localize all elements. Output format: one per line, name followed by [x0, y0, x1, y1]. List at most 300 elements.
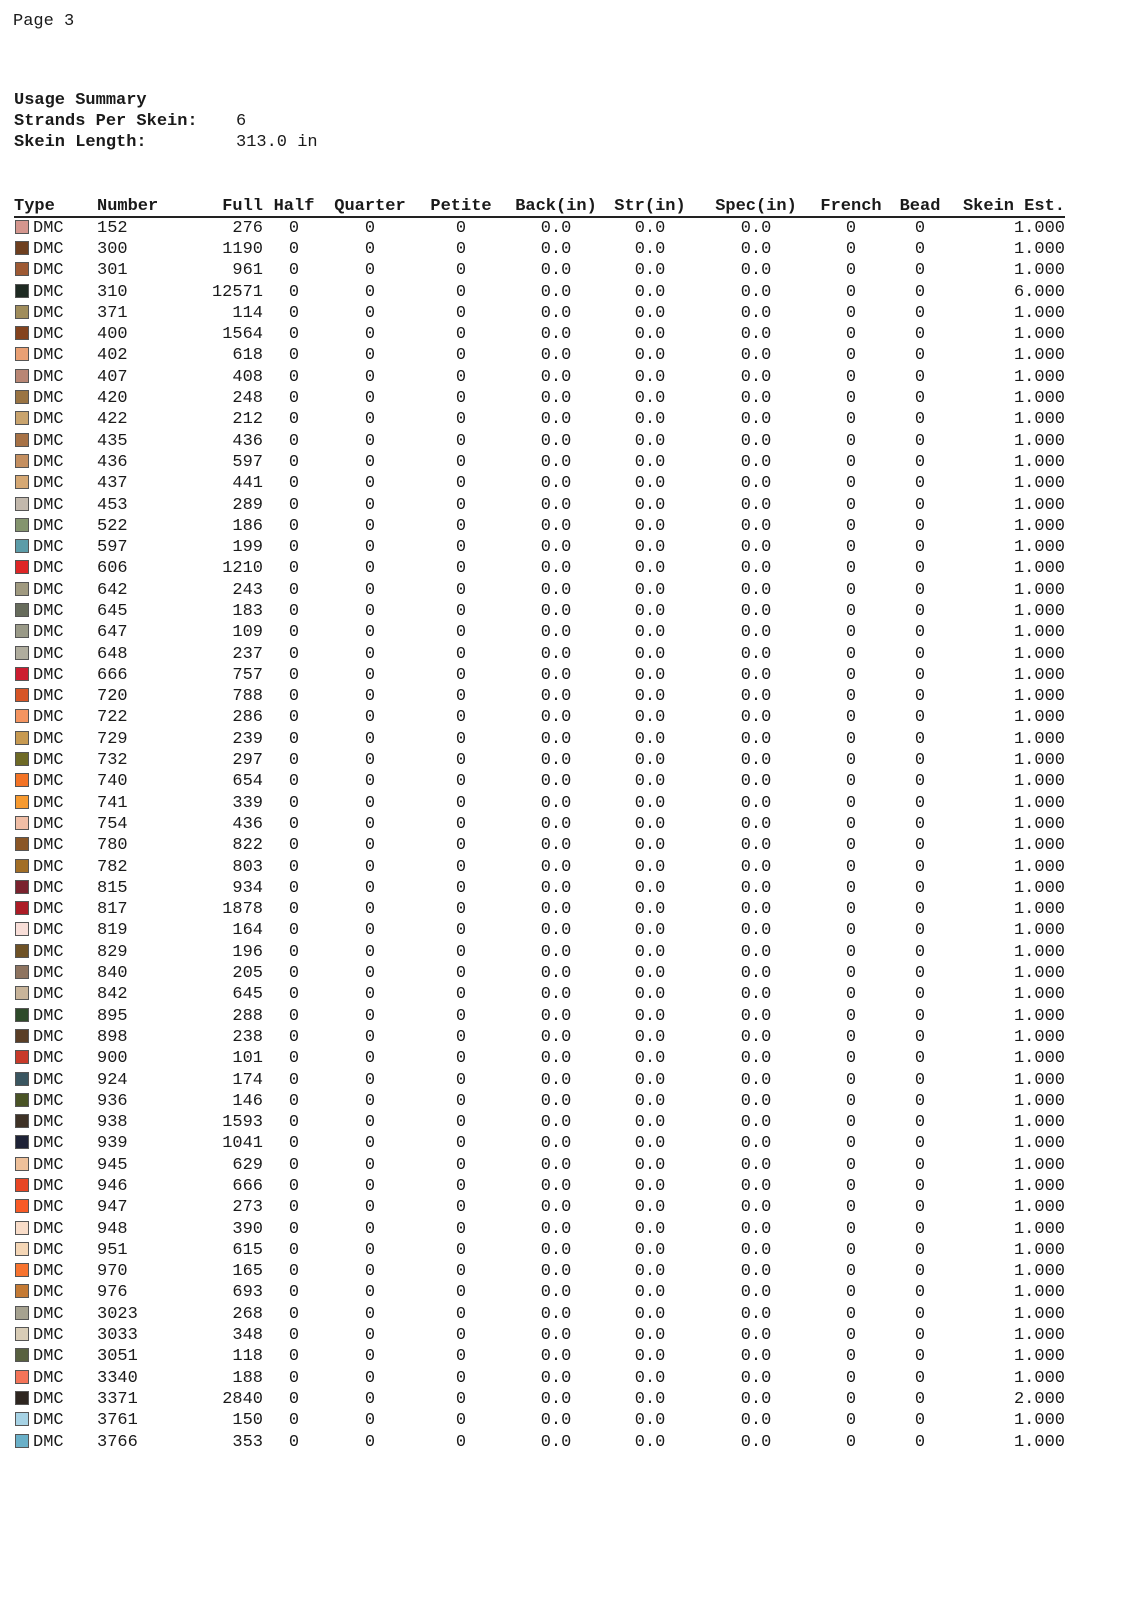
cell-petite: 0: [455, 857, 467, 877]
cell-french: 0: [845, 346, 857, 366]
cell-type: [14, 217, 97, 239]
cell-spec: 0.0: [740, 538, 772, 558]
cell-bead: 0: [914, 261, 926, 281]
cell-quarter: 0: [364, 1262, 376, 1282]
cell-half: 0: [288, 623, 300, 643]
cell-back: 0.0: [540, 1198, 572, 1218]
cell-back: 0.0: [540, 218, 572, 238]
cell-spec: 0.0: [740, 1283, 772, 1303]
cell-quarter: 0: [364, 1368, 376, 1388]
cell-back: 0.0: [540, 1326, 572, 1346]
cell-half: 0: [288, 1134, 300, 1154]
thread-type: DMC: [33, 900, 64, 920]
cell-french: 0: [845, 580, 857, 600]
cell-type: [14, 1176, 97, 1197]
cell-half: 0: [288, 1177, 300, 1196]
cell-bead: 0: [914, 601, 926, 621]
cell-number: 648: [97, 644, 128, 664]
cell-skein-est: 1.000: [1013, 1049, 1065, 1069]
thread-type: DMC: [33, 1070, 64, 1090]
cell-back: 0.0: [540, 1049, 572, 1069]
cell-full: 934: [232, 878, 263, 898]
cell-french: 0: [845, 921, 857, 941]
cell-number: 970: [97, 1262, 128, 1282]
cell-number: 400: [97, 325, 128, 345]
cell-petite: 0: [455, 1091, 467, 1111]
cell-french: 0: [845, 644, 857, 664]
cell-number: 3761: [97, 1411, 138, 1431]
cell-quarter: 0: [364, 814, 376, 834]
thread-type: DMC: [33, 1134, 64, 1154]
cell-half: 0: [288, 878, 300, 898]
cell-type: [14, 282, 97, 303]
cell-back: 0.0: [540, 1432, 572, 1452]
cell-skein-est: 1.000: [1013, 900, 1065, 920]
cell-bead: 0: [914, 218, 926, 238]
cell-full: 12571: [211, 282, 263, 302]
cell-skein-est: 1.000: [1013, 857, 1065, 877]
cell-skein-est: 1.000: [1013, 1155, 1065, 1175]
cell-half: 0: [288, 985, 300, 1005]
thread-type: DMC: [33, 261, 64, 281]
cell-bead: 0: [914, 1368, 926, 1388]
cell-full: 101: [232, 1049, 263, 1069]
col-back: Back(in): [507, 193, 605, 217]
cell-full: 436: [232, 814, 263, 834]
cell-spec: 0.0: [740, 878, 772, 898]
cell-quarter: 0: [364, 346, 376, 366]
cell-str: 0.0: [634, 1219, 666, 1239]
thread-type: DMC: [33, 452, 64, 472]
cell-full: 248: [232, 389, 263, 409]
cell-str: 0.0: [634, 857, 666, 877]
cell-skein-est: 1.000: [1013, 303, 1065, 323]
cell-skein-est: 1.000: [1013, 516, 1065, 536]
cell-petite: 0: [455, 921, 467, 941]
cell-spec: 0.0: [740, 1389, 772, 1409]
cell-bead: 0: [914, 1027, 926, 1047]
cell-french: 0: [845, 1070, 857, 1090]
cell-french: 0: [845, 942, 857, 962]
color-swatch-icon: [15, 1008, 29, 1022]
cell-full: 2840: [222, 1389, 263, 1409]
cell-spec: 0.0: [740, 665, 772, 685]
cell-quarter: 0: [364, 580, 376, 600]
cell-type: [14, 580, 97, 601]
table-row: [14, 1155, 1065, 1176]
cell-petite: 0: [455, 751, 467, 771]
cell-bead: 0: [914, 665, 926, 685]
cell-half: 0: [288, 1113, 300, 1133]
cell-bead: 0: [914, 751, 926, 771]
cell-type: [14, 346, 97, 367]
cell-quarter: 0: [364, 1283, 376, 1303]
cell-french: 0: [845, 687, 857, 707]
cell-str: 0.0: [634, 1304, 666, 1324]
cell-type: [14, 1411, 97, 1432]
col-petite: Petite: [415, 193, 507, 217]
cell-skein-est: 1.000: [1013, 921, 1065, 941]
cell-petite: 0: [455, 1198, 467, 1218]
cell-bead: 0: [914, 410, 926, 430]
cell-str: 0.0: [634, 1006, 666, 1026]
cell-full: 243: [232, 580, 263, 600]
cell-quarter: 0: [364, 282, 376, 302]
color-swatch-icon: [15, 795, 29, 809]
cell-back: 0.0: [540, 857, 572, 877]
cell-str: 0.0: [634, 1411, 666, 1431]
cell-petite: 0: [455, 282, 467, 302]
cell-number: 647: [97, 623, 128, 643]
table-row: [14, 665, 1065, 686]
cell-french: 0: [845, 1027, 857, 1047]
cell-petite: 0: [455, 1304, 467, 1324]
color-swatch-icon: [15, 497, 29, 511]
color-swatch-icon: [15, 1327, 29, 1341]
cell-half: 0: [288, 836, 300, 856]
cell-skein-est: 1.000: [1013, 218, 1065, 238]
table-row: [14, 1198, 1065, 1219]
cell-str: 0.0: [634, 1368, 666, 1388]
cell-spec: 0.0: [740, 325, 772, 345]
cell-spec: 0.0: [740, 346, 772, 366]
table-row: [14, 516, 1065, 537]
table-row: [14, 793, 1065, 814]
cell-type: [14, 537, 97, 558]
thread-type: DMC: [33, 1326, 64, 1346]
cell-spec: 0.0: [740, 559, 772, 579]
cell-bead: 0: [914, 239, 926, 259]
cell-half: 0: [288, 559, 300, 579]
cell-spec: 0.0: [740, 751, 772, 771]
thread-type: DMC: [33, 1113, 64, 1133]
cell-spec: 0.0: [740, 1070, 772, 1090]
thread-type: DMC: [33, 1389, 64, 1409]
cell-bead: 0: [914, 431, 926, 451]
cell-type: [14, 921, 97, 942]
cell-str: 0.0: [634, 580, 666, 600]
skein-length-row: [14, 132, 318, 153]
cell-french: 0: [845, 261, 857, 281]
cell-spec: 0.0: [740, 1432, 772, 1452]
cell-spec: 0.0: [740, 261, 772, 281]
thread-type: DMC: [33, 836, 64, 856]
cell-str: 0.0: [634, 1262, 666, 1282]
cell-spec: 0.0: [740, 1368, 772, 1388]
table-row: [14, 346, 1065, 367]
cell-half: 0: [288, 303, 300, 323]
cell-half: 0: [288, 367, 300, 387]
cell-type: [14, 495, 97, 516]
color-swatch-icon: [15, 1242, 29, 1256]
cell-number: 666: [97, 665, 128, 685]
color-swatch-icon: [15, 347, 29, 361]
cell-back: 0.0: [540, 921, 572, 941]
cell-petite: 0: [455, 1389, 467, 1409]
cell-petite: 0: [455, 772, 467, 792]
cell-skein-est: 1.000: [1013, 431, 1065, 451]
cell-full: 183: [232, 601, 263, 621]
cell-back: 0.0: [540, 1155, 572, 1175]
cell-petite: 0: [455, 580, 467, 600]
cell-quarter: 0: [364, 1177, 376, 1196]
cell-skein-est: 1.000: [1013, 239, 1065, 259]
cell-french: 0: [845, 985, 857, 1005]
thread-type: DMC: [33, 495, 64, 515]
cell-bead: 0: [914, 878, 926, 898]
cell-full: 353: [232, 1432, 263, 1452]
cell-skein-est: 1.000: [1013, 942, 1065, 962]
table-row: [14, 324, 1065, 345]
cell-french: 0: [845, 538, 857, 558]
cell-quarter: 0: [364, 1219, 376, 1239]
cell-half: 0: [288, 793, 300, 813]
cell-petite: 0: [455, 1368, 467, 1388]
thread-type: DMC: [33, 857, 64, 877]
cell-quarter: 0: [364, 410, 376, 430]
cell-skein-est: 6.000: [1013, 282, 1065, 302]
color-swatch-icon: [15, 1412, 29, 1426]
cell-type: [14, 665, 97, 686]
cell-quarter: 0: [364, 601, 376, 621]
strands-label: Strands Per Skein:: [14, 112, 198, 131]
cell-back: 0.0: [540, 474, 572, 494]
cell-petite: 0: [455, 687, 467, 707]
cell-half: 0: [288, 261, 300, 281]
table-row: [14, 1112, 1065, 1133]
thread-type: DMC: [33, 964, 64, 984]
cell-bead: 0: [914, 1177, 926, 1196]
thread-type: DMC: [33, 1027, 64, 1047]
cell-number: 780: [97, 836, 128, 856]
cell-spec: 0.0: [740, 644, 772, 664]
cell-quarter: 0: [364, 495, 376, 515]
cell-str: 0.0: [634, 601, 666, 621]
thread-type: DMC: [33, 644, 64, 664]
cell-type: [14, 687, 97, 708]
cell-spec: 0.0: [740, 580, 772, 600]
cell-type: [14, 324, 97, 345]
cell-str: 0.0: [634, 474, 666, 494]
cell-skein-est: 1.000: [1013, 325, 1065, 345]
cell-bead: 0: [914, 367, 926, 387]
cell-spec: 0.0: [740, 474, 772, 494]
cell-back: 0.0: [540, 516, 572, 536]
cell-petite: 0: [455, 1155, 467, 1175]
cell-number: 436: [97, 452, 128, 472]
cell-spec: 0.0: [740, 1347, 772, 1367]
thread-type: DMC: [33, 878, 64, 898]
cell-quarter: 0: [364, 964, 376, 984]
cell-type: [14, 1304, 97, 1325]
cell-back: 0.0: [540, 1411, 572, 1431]
cell-french: 0: [845, 1304, 857, 1324]
cell-type: [14, 1368, 97, 1389]
table-row: [14, 388, 1065, 409]
cell-bead: 0: [914, 1070, 926, 1090]
cell-type: [14, 623, 97, 644]
thread-type: DMC: [33, 729, 64, 749]
cell-back: 0.0: [540, 1027, 572, 1047]
cell-skein-est: 1.000: [1013, 410, 1065, 430]
cell-petite: 0: [455, 303, 467, 323]
cell-quarter: 0: [364, 857, 376, 877]
cell-back: 0.0: [540, 729, 572, 749]
cell-number: 976: [97, 1283, 128, 1303]
cell-half: 0: [288, 921, 300, 941]
cell-number: 741: [97, 793, 128, 813]
cell-full: 1210: [222, 559, 263, 579]
cell-number: 407: [97, 367, 128, 387]
cell-spec: 0.0: [740, 836, 772, 856]
cell-back: 0.0: [540, 836, 572, 856]
cell-number: 435: [97, 431, 128, 451]
cell-bead: 0: [914, 772, 926, 792]
cell-half: 0: [288, 900, 300, 920]
cell-str: 0.0: [634, 964, 666, 984]
cell-full: 186: [232, 516, 263, 536]
color-swatch-icon: [15, 901, 29, 915]
cell-half: 0: [288, 729, 300, 749]
thread-type: DMC: [33, 410, 64, 430]
table-row: [14, 1262, 1065, 1283]
cell-french: 0: [845, 1091, 857, 1111]
cell-french: 0: [845, 1262, 857, 1282]
cell-number: 642: [97, 580, 128, 600]
cell-spec: 0.0: [740, 239, 772, 259]
cell-petite: 0: [455, 431, 467, 451]
cell-back: 0.0: [540, 239, 572, 259]
cell-bead: 0: [914, 1347, 926, 1367]
cell-back: 0.0: [540, 1070, 572, 1090]
cell-type: [14, 1347, 97, 1368]
cell-bead: 0: [914, 452, 926, 472]
table-row: [14, 836, 1065, 857]
cell-back: 0.0: [540, 878, 572, 898]
cell-str: 0.0: [634, 346, 666, 366]
cell-skein-est: 1.000: [1013, 1027, 1065, 1047]
table-row: [14, 474, 1065, 495]
cell-full: 297: [232, 751, 263, 771]
cell-skein-est: 1.000: [1013, 495, 1065, 515]
cell-spec: 0.0: [740, 1240, 772, 1260]
cell-str: 0.0: [634, 389, 666, 409]
cell-number: 900: [97, 1049, 128, 1069]
cell-bead: 0: [914, 1326, 926, 1346]
cell-spec: 0.0: [740, 687, 772, 707]
cell-full: 286: [232, 708, 263, 728]
cell-petite: 0: [455, 729, 467, 749]
cell-petite: 0: [455, 942, 467, 962]
cell-str: 0.0: [634, 1070, 666, 1090]
cell-quarter: 0: [364, 239, 376, 259]
cell-half: 0: [288, 1432, 300, 1452]
cell-str: 0.0: [634, 708, 666, 728]
cell-spec: 0.0: [740, 1155, 772, 1175]
cell-str: 0.0: [634, 410, 666, 430]
cell-type: [14, 793, 97, 814]
cell-back: 0.0: [540, 431, 572, 451]
cell-petite: 0: [455, 559, 467, 579]
table-row: [14, 857, 1065, 878]
color-swatch-icon: [15, 1263, 29, 1277]
cell-quarter: 0: [364, 1411, 376, 1431]
cell-full: 109: [232, 623, 263, 643]
cell-str: 0.0: [634, 1155, 666, 1175]
cell-back: 0.0: [540, 1091, 572, 1111]
cell-skein-est: 1.000: [1013, 814, 1065, 834]
cell-petite: 0: [455, 261, 467, 281]
cell-spec: 0.0: [740, 516, 772, 536]
cell-full: 1190: [222, 239, 263, 259]
cell-number: 829: [97, 942, 128, 962]
cell-str: 0.0: [634, 921, 666, 941]
cell-spec: 0.0: [740, 495, 772, 515]
cell-bead: 0: [914, 1262, 926, 1282]
cell-petite: 0: [455, 708, 467, 728]
cell-petite: 0: [455, 836, 467, 856]
cell-bead: 0: [914, 346, 926, 366]
cell-number: 437: [97, 474, 128, 494]
cell-quarter: 0: [364, 1155, 376, 1175]
color-swatch-icon: [15, 986, 29, 1000]
cell-bead: 0: [914, 836, 926, 856]
cell-back: 0.0: [540, 1347, 572, 1367]
cell-type: [14, 857, 97, 878]
table-row: [14, 452, 1065, 473]
cell-spec: 0.0: [740, 1262, 772, 1282]
cell-french: 0: [845, 751, 857, 771]
cell-skein-est: 1.000: [1013, 1240, 1065, 1260]
table-row: [14, 1006, 1065, 1027]
cell-quarter: 0: [364, 1198, 376, 1218]
cell-bead: 0: [914, 1198, 926, 1218]
cell-half: 0: [288, 1326, 300, 1346]
cell-skein-est: 1.000: [1013, 878, 1065, 898]
cell-str: 0.0: [634, 431, 666, 451]
table-row: [14, 963, 1065, 984]
color-swatch-icon: [15, 1114, 29, 1128]
cell-spec: 0.0: [740, 729, 772, 749]
cell-str: 0.0: [634, 261, 666, 281]
cell-type: [14, 1070, 97, 1091]
cell-full: 390: [232, 1219, 263, 1239]
col-quarter: Quarter: [325, 193, 415, 217]
color-swatch-icon: [15, 411, 29, 425]
col-skein-est: Skein Est.: [955, 193, 1065, 217]
color-swatch-icon: [15, 1072, 29, 1086]
table-row: [14, 239, 1065, 260]
cell-french: 0: [845, 1049, 857, 1069]
cell-petite: 0: [455, 325, 467, 345]
cell-spec: 0.0: [740, 1177, 772, 1196]
cell-full: 239: [232, 729, 263, 749]
cell-str: 0.0: [634, 1389, 666, 1409]
cell-str: 0.0: [634, 878, 666, 898]
cell-skein-est: 1.000: [1013, 644, 1065, 664]
color-swatch-icon: [15, 1093, 29, 1107]
cell-skein-est: 1.000: [1013, 346, 1065, 366]
cell-skein-est: 2.000: [1013, 1389, 1065, 1409]
thread-type: DMC: [33, 580, 64, 600]
color-swatch-icon: [15, 646, 29, 660]
cell-petite: 0: [455, 474, 467, 494]
cell-back: 0.0: [540, 644, 572, 664]
cell-french: 0: [845, 474, 857, 494]
cell-spec: 0.0: [740, 814, 772, 834]
cell-back: 0.0: [540, 900, 572, 920]
table-row: [14, 537, 1065, 558]
